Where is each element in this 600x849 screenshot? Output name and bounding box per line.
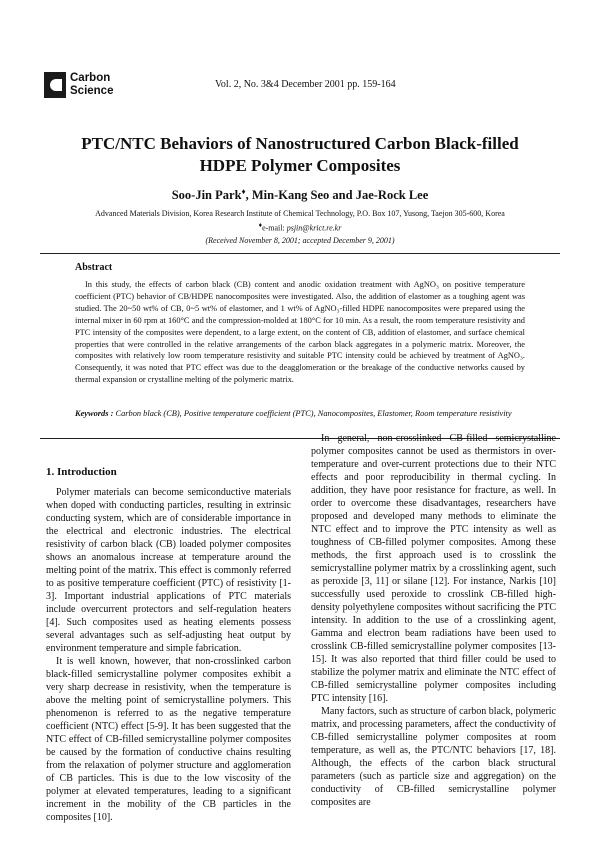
journal-info: Vol. 2, No. 3&4 December 2001 pp. 159-164: [215, 79, 396, 90]
abstract-text: In this study, the effects of carbon black (CB) content and anodic oxidation treatment with AgNO₃ on positive temperature coefficient (PTC) behavior of CB/HDPE nanocomposites were investigated. Also, the addition of elastomer as a toughing agent was studied. The 20~50 wt% of CB, 0~5 wt% of elastomer, and 1 wt% of AgNO₃-filled HDPE nanocomposites were prepared using the internal mixer in 60 rpm at 160°C and the compression-molded at 180°C for 10 min. As a result, the room temperature resistivity and PTC intensity of the composites were dependent, to a large extent, on the content of CB, addition of elastomer, and surface chemical properties that were controlled in the relative arrangements of the carbon black aggregates in a polymeric matrix. Moreover, the composites with relatively low room temperature resistivity and suitable PTC intensity could be achieved by treatment of AgNO₃. Consequently, it was noted that PTC effect was due to the deagglomeration or the breakage of the conductive networks caused by thermal expansion or crystalline melting of the polymeric matrix.: [75, 280, 525, 385]
abstract-top-rule: [40, 253, 560, 254]
keywords: [75, 408, 525, 420]
paragraph: In general, non-crosslinked CB-filled semicrystalline polymer composites cannot be used as thermistors in over-temperature and over-current protections due to their NTC effects and poor reproducibility in thermal cycling. In addition, they have poor resistance for fracture, as well. In order to overcome these disadvantages, researchers have proposed and developed many methods to eliminate the NTC effect and to improve the PTC intensity as well as toughness of CB-filled polymer composites. Among these methods, the first approach used is to crosslink the semicrystalline polymer matrix by a crosslinking agent, such as peroxide [3, 11] or silane [12]. For instance, Narkis [10] successfully used peroxide to crosslink CB-filled high-density polyethylene composites without sacrificing the PTC intensity. In addition to the use of a crosslinking agent, Gamma and electron beam radiations have been used to crosslink CB-filled semicrystalline polymer composites [13-15]. It was also reported that third filler could be used to stabilize the polymer matrix and eliminate the NTC effect of CB-filled semicrystalline polymer composites including PTC intensity [16].: [311, 433, 556, 704]
paper-title: [40, 133, 560, 177]
paragraph: Polymer materials can become semiconductive materials when doped with conducting particles, resulting in extrinsic conducting system, which are of considerable importance in the electrical and electronic industries. The electrical resistivity of carbon black (CB) loaded polymer composites shows an anomalous increase at temperature around the melting point of the matrix. This effect is commonly referred to as positive temperature coefficient (PTC) of resistivity [1-3]. Important industrial applications of PTC materials include overcurrent protectors and self-regulation heaters [4]. Such composites used as heating elements possess several advantages such as self-adjusting heat output by environment temperature and simple fabrication.: [46, 487, 291, 654]
received-dates: (Received November 8, 2001; accepted December 9, 2001): [205, 235, 395, 245]
paragraph: Many factors, such as structure of carbon black, polymeric matrix, and processing parameters, affect the conductivity of CB-filled semicrystalline polymer composites at room temperature, as well as, the PTC/NTC behaviors [17, 18]. Although, the effects of the carbon black structural parameters (such as particle size and aggregation) on the conductivity of CB-filled semicrystalline polymer composites are: [311, 706, 556, 808]
email-address[interactable]: psjin@krict.re.kr: [286, 223, 342, 233]
author-list: [40, 187, 560, 203]
carbon-logo-icon: [44, 72, 66, 98]
author-rest: , Min-Kang Seo and Jae-Rock Lee: [245, 188, 429, 203]
affiliation: Advanced Materials Division, Korea Research Institute of Chemical Technology, P.O. Box 107, Yusong, Taejon 305-600, Korea: [95, 209, 505, 218]
keywords-label: Keywords :: [75, 409, 114, 418]
logo-word-carbon: Carbon: [70, 72, 111, 84]
author-first: Soo-Jin Park: [171, 188, 242, 203]
keywords-text: Carbon black (CB), Positive temperature coefficient (PTC), Nanocomposites, Elastomer, Room temperature resistivity: [113, 409, 512, 418]
section-heading-introduction: 1. Introduction: [46, 466, 117, 478]
email-marker: ♦: [258, 222, 263, 229]
paragraph: It is well known, however, that non-crosslinked carbon black-filled semicrystalline polymer composites exhibit a very sharp decrease in resistivity, when the temperature is above the melting point of semicrystalline polymers. This phenomenon is referred to as the negative temperature coefficient (NTC) effect [5-9]. It has been suggested that the NTC effect of CB-filled semicrystalline polymer composites be caused by the formation of conductive chains resulting from the relaxation of polymer structure and agglomeration of CB particles. This is due to the low viscosity of the polymer at elevated temperatures, leading to a significant increment in the mobility of the CB particles in the composites [10].: [46, 656, 291, 823]
corresponding-author-marker: ♦: [241, 187, 246, 196]
affiliation-block: [40, 208, 560, 247]
email-line: [40, 220, 560, 235]
body-column-right: [311, 432, 556, 809]
email-label: e-mail:: [262, 223, 287, 233]
title-line-2: HDPE Polymer Composites: [199, 156, 401, 175]
journal-logo: [44, 70, 134, 104]
logo-word-science: Science: [70, 85, 114, 97]
abstract-heading: Abstract: [75, 262, 113, 273]
title-line-1: PTC/NTC Behaviors of Nanostructured Carbon Black-filled: [81, 134, 519, 153]
body-column-left: [46, 486, 291, 824]
